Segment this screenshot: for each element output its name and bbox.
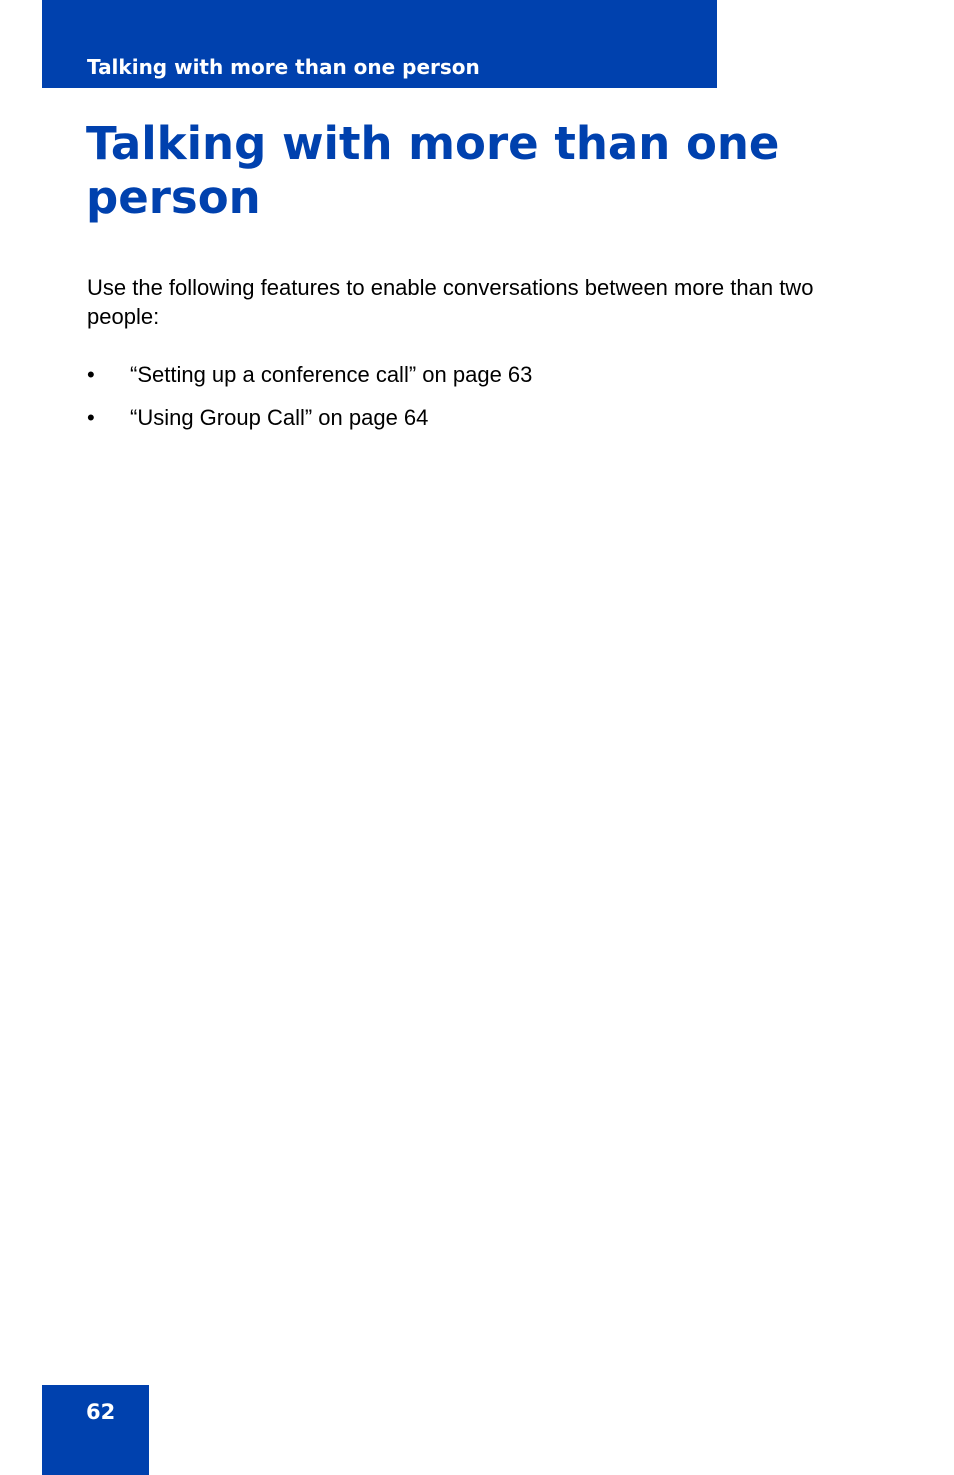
- feature-list: [87, 360, 532, 446]
- intro-paragraph: Use the following features to enable conversations between more than two people:: [87, 275, 814, 329]
- running-header-title: Talking with more than one person: [87, 55, 480, 79]
- page-number: 62: [86, 1400, 116, 1424]
- cross-reference-conference-call[interactable]: “Setting up a conference call” on page 63: [130, 362, 533, 387]
- cross-reference-group-call[interactable]: “Using Group Call” on page 64: [130, 405, 429, 430]
- bullet-icon: •: [87, 405, 95, 430]
- footer-band: [42, 1385, 149, 1475]
- list-item: [87, 403, 532, 432]
- list-item: [87, 360, 532, 389]
- page-title: Talking with more than one person: [86, 117, 780, 224]
- header-band: [42, 0, 717, 88]
- bullet-icon: •: [87, 362, 95, 387]
